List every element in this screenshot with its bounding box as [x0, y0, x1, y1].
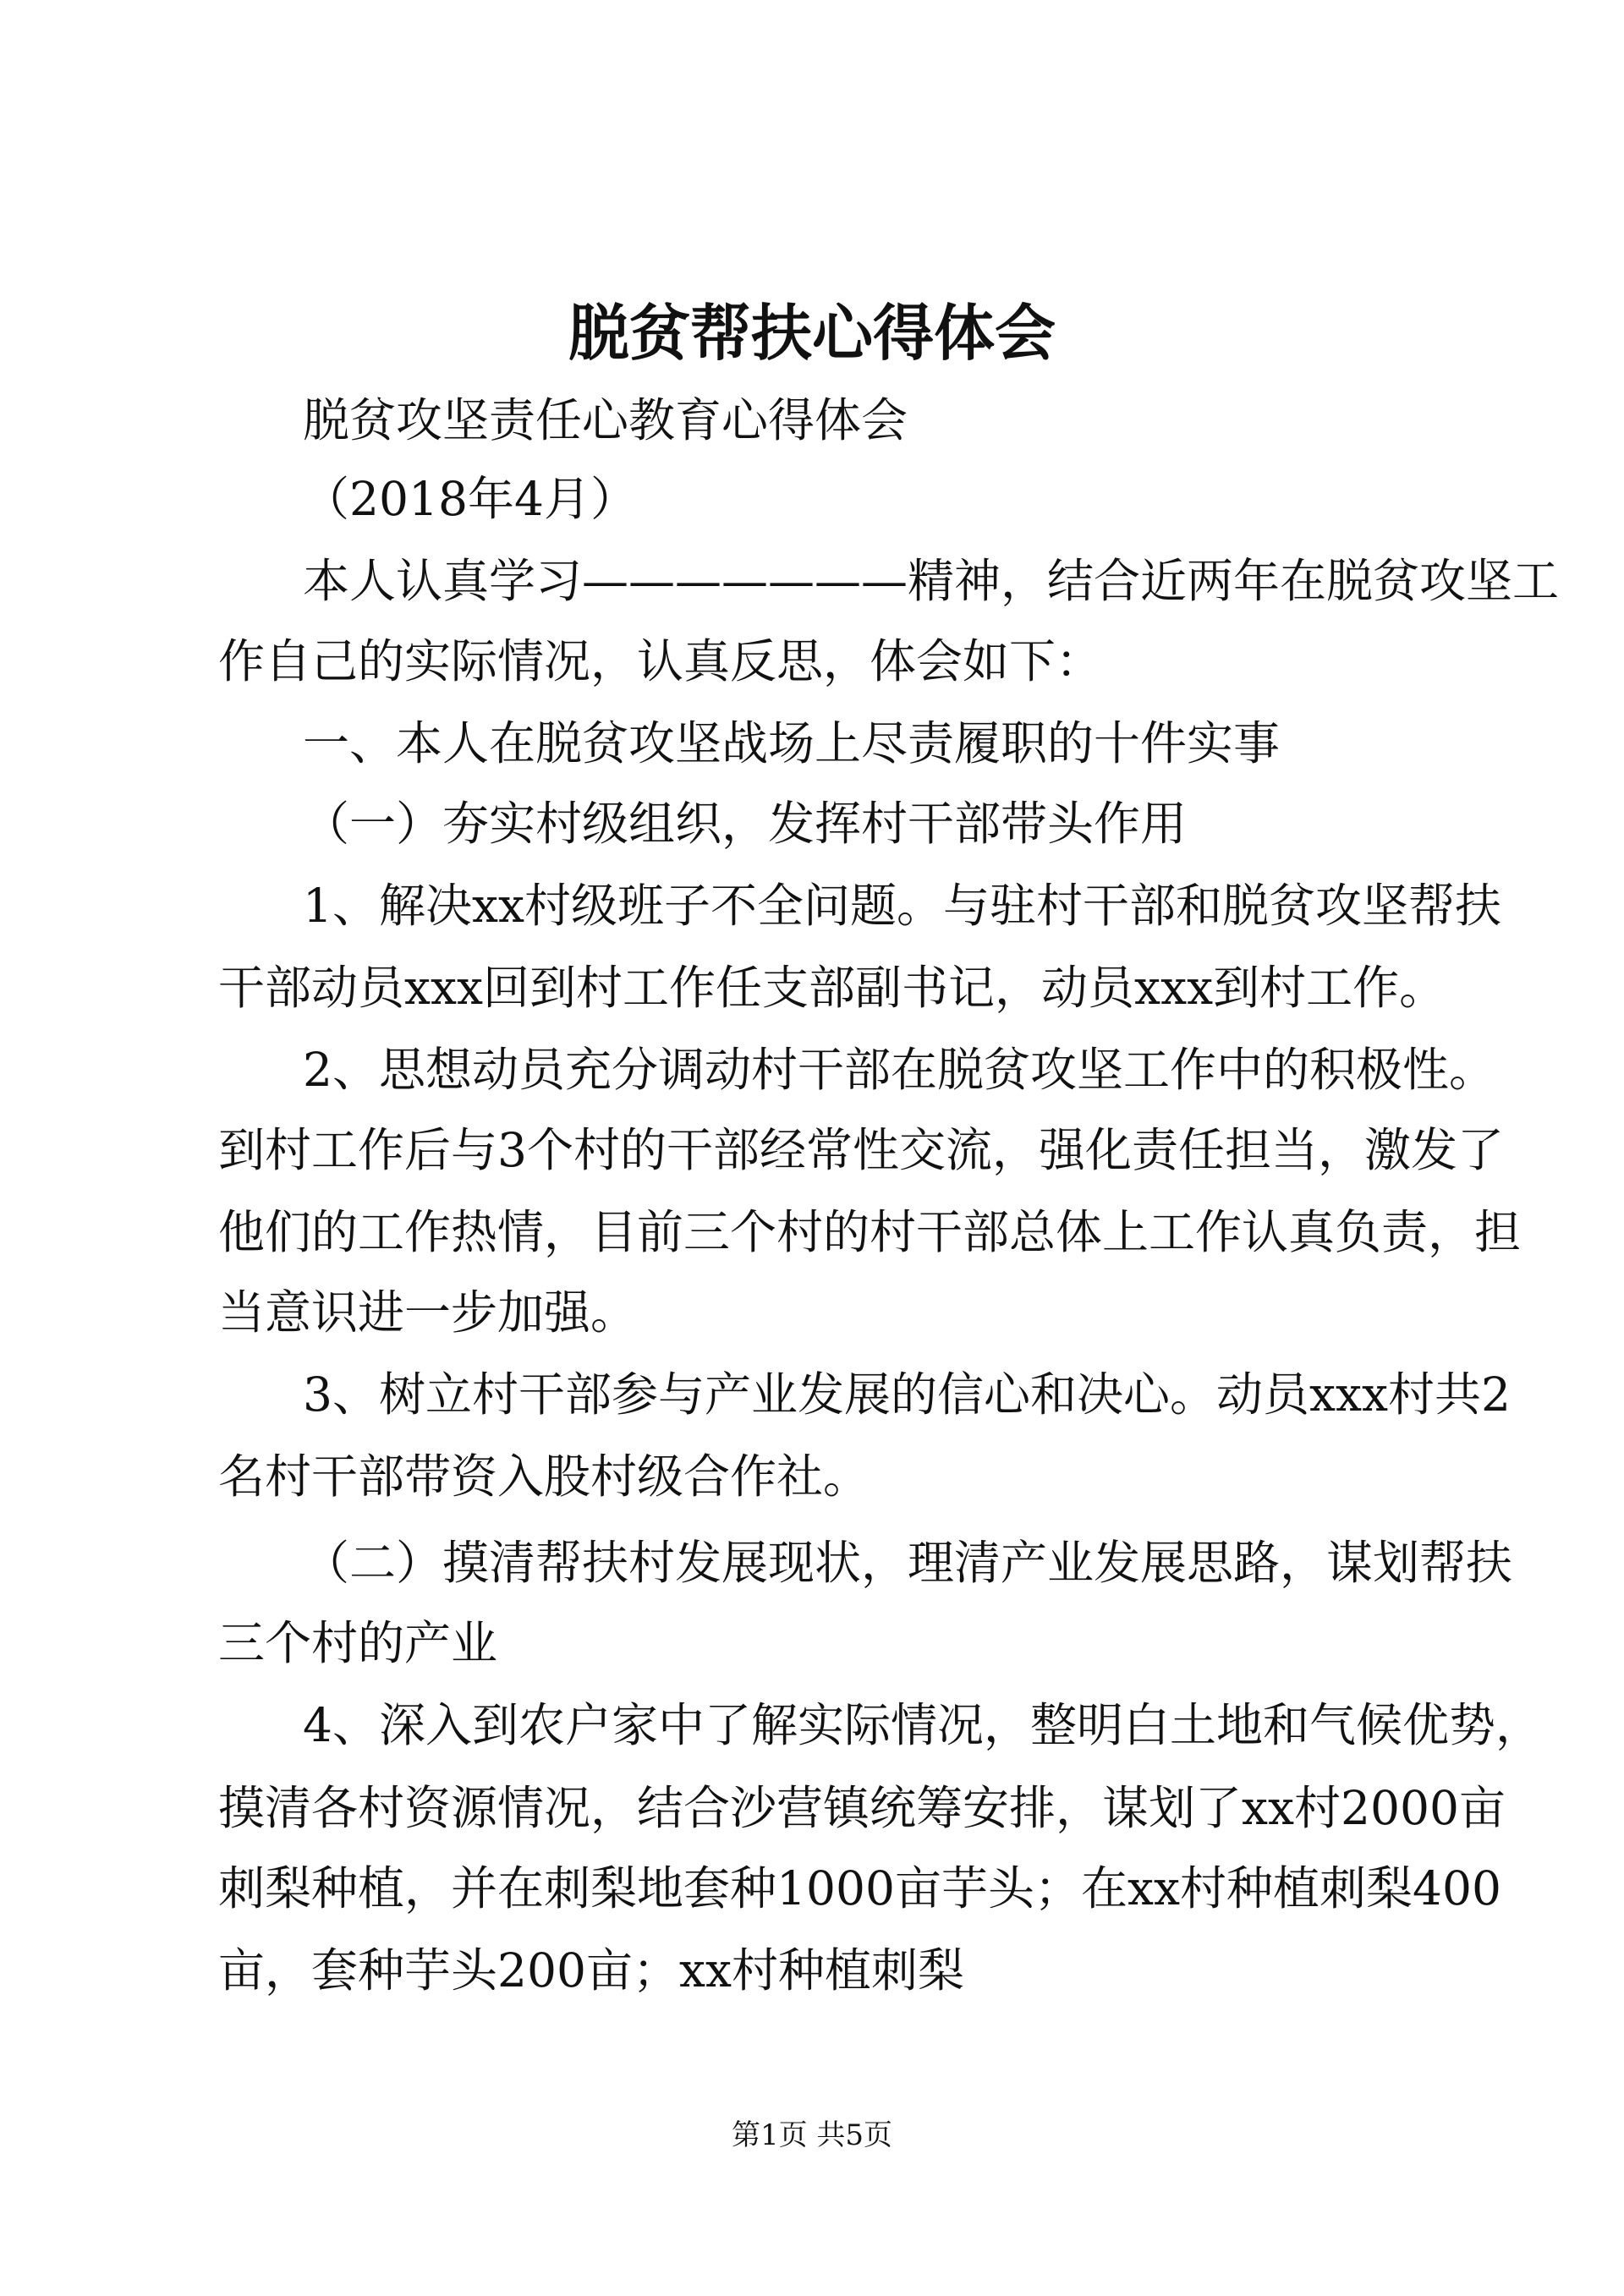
date-line: （2018年4月） [303, 472, 637, 526]
paragraph-line: 1、解决xx村级班子不全问题。与驻村干部和脱贫攻坚帮扶 [303, 879, 1502, 933]
paragraph-line: 2、思想动员充分调动村干部在脱贫攻坚工作中的积极性。 [303, 1043, 1495, 1097]
page-number-footer: 第1页 共5页 [731, 2118, 893, 2152]
subsection-heading: （二）摸清帮扶村发展现状，理清产业发展思路，谋划帮扶 [303, 1536, 1513, 1590]
paragraph-line: 他们的工作热情，目前三个村的村干部总体上工作认真负责，担 [218, 1205, 1522, 1259]
paragraph-line: 干部动员xxx回到村工作任支部副书记，动员xxx到村工作。 [218, 961, 1446, 1015]
subsection-heading: 三个村的产业 [218, 1616, 498, 1670]
subtitle: 脱贫攻坚责任心教育心得体会 [303, 393, 908, 447]
subsection-heading: （一）夯实村级组织，发挥村干部带头作用 [303, 797, 1188, 851]
paragraph-line: 名村干部带资入股村级合作社。 [218, 1449, 870, 1504]
paragraph-line: 3、树立村干部参与产业发展的信心和决心。动员xxx村共2 [303, 1367, 1512, 1422]
paragraph-line: 本人认真学习———————精神，结合近两年在脱贫攻坚工 [303, 554, 1560, 608]
paragraph-line: 亩，套种芋头200亩；xx村种植刺梨 [218, 1943, 965, 1997]
paragraph-line: 作自己的实际情况，认真反思，体会如下： [218, 634, 1103, 688]
paragraph-line: 到村工作后与3个村的干部经常性交流，强化责任担当，激发了 [218, 1123, 1504, 1177]
paragraph-line: 刺梨种植，并在刺梨地套种1000亩芋头；在xx村种植刺梨400 [218, 1861, 1501, 1915]
paragraph-line: 摸清各村资源情况，结合沙营镇统筹安排，谋划了xx村2000亩 [218, 1781, 1506, 1835]
section-heading: 一、本人在脱贫攻坚战场上尽责履职的十件实事 [303, 716, 1281, 770]
document-title: 脱贫帮扶心得体会 [568, 297, 1056, 369]
paragraph-line: 当意识进一步加强。 [218, 1285, 638, 1340]
paragraph-line: 4、深入到农户家中了解实际情况，整明白土地和气候优势， [303, 1698, 1542, 1752]
